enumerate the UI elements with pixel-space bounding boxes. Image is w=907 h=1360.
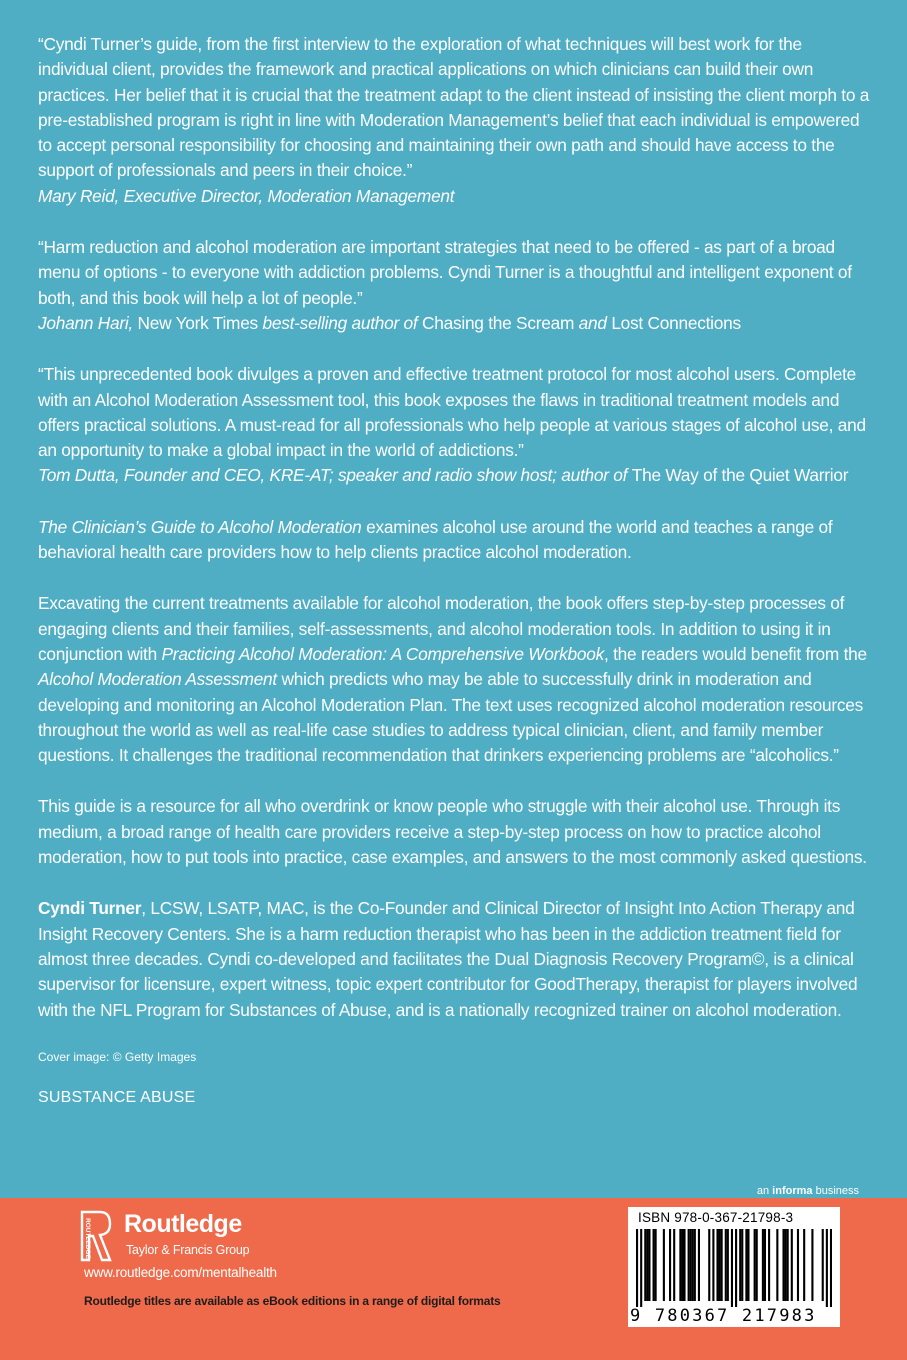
barcode-bar	[698, 1229, 700, 1301]
barcode-bar	[745, 1229, 747, 1301]
quote-2-book1: Chasing the Scream	[422, 312, 575, 333]
barcode-bar	[712, 1229, 714, 1301]
description-para-1-text	[38, 515, 872, 566]
barcode-bar	[655, 1229, 657, 1301]
barcode-bar	[754, 1229, 756, 1301]
barcode-bar	[776, 1229, 778, 1301]
barcode-digits: 9 780367 217983	[630, 1306, 817, 1326]
barcode-bar	[646, 1229, 648, 1301]
barcode-bar	[747, 1229, 749, 1301]
quote-1-text: “Cyndi Turner’s guide, from the first interview to the exploration of what techniques will best work for the individual client, provides the framework and practical applications on which clinicians can build their own practices. Her belief that it is crucial that the treatment adapt to the client instead of insisting the client morph to a pre-established program is right in line with Moderation Management’s belief that each individual is empowered to accept personal responsibility for choosing and maintaining their own path and should have access to the support of professionals and peers in their choice.”	[38, 34, 870, 181]
routledge-logo-icon	[80, 1210, 112, 1262]
quote-2-paper: New York Times	[137, 312, 258, 333]
quote-3-author: Tom Dutta, Founder and CEO, KRE-AT; speaker and radio show host; author of	[38, 465, 628, 486]
description-para-3	[38, 794, 872, 870]
barcode-bar	[636, 1229, 638, 1307]
barcode-bar	[739, 1229, 741, 1301]
isbn-barcode	[628, 1207, 840, 1327]
barcode-bar	[721, 1229, 723, 1301]
barcode-bar	[644, 1229, 646, 1301]
barcode-bar	[725, 1229, 727, 1301]
author-name: Cyndi Turner	[38, 898, 142, 919]
barcode-bar	[764, 1229, 766, 1301]
publisher-url[interactable]: www.routledge.com/mentalhealth	[84, 1265, 277, 1280]
back-cover-text	[38, 32, 872, 1110]
barcode-bar	[782, 1229, 784, 1301]
barcode-bar	[673, 1229, 675, 1301]
logo-vertical-text: ROUTLEDGE	[84, 1218, 91, 1259]
description-para-2-a: Excavating the current treatments available for alcohol moderation, the book offers step-by-step processes of engaging clients and their families, self-assessments, and alcohol moderation tools. In addition to using it in conjunction with	[38, 593, 845, 664]
quote-3-text: “This unprecedented book divulges a proven and effective treatment protocol for most alcohol users. Complete with an Alcohol Moderation Assessment tool, this book exposes the flaws in traditional treatment models and offers practical solutions. A must-read for all professionals who help people at various stages of alcohol use, and an opportunity to make a global impact in the world of addictions.”	[38, 364, 866, 461]
barcode-bar	[787, 1229, 789, 1301]
quote-3-book: The Way of the Quiet Warrior	[631, 465, 849, 486]
barcode-bar	[681, 1229, 683, 1301]
description-para-2	[38, 591, 872, 768]
barcode-bar	[688, 1229, 690, 1301]
barcode-bar	[785, 1229, 787, 1301]
cover-credit: Cover image: © Getty Images	[38, 1049, 197, 1064]
isbn-label: ISBN 978-0-367-21798-3	[638, 1210, 794, 1225]
description-para-1	[38, 515, 872, 566]
barcode-bar	[694, 1229, 696, 1301]
barcode-bar	[731, 1229, 733, 1307]
barcode-bar	[679, 1229, 681, 1301]
barcode-bar	[822, 1229, 824, 1301]
quote-1-attribution: Mary Reid, Executive Director, Moderation Management	[38, 185, 455, 206]
quote-2	[38, 235, 872, 336]
barcode-bar	[803, 1229, 805, 1301]
informa-suffix: business	[815, 1185, 859, 1197]
quote-2-attribution	[38, 311, 872, 336]
author-bio-text	[38, 896, 872, 1022]
description-para-2-b: , the readers would benefit from the	[604, 643, 867, 664]
barcode-bar	[648, 1229, 650, 1301]
barcode-bar	[811, 1229, 813, 1301]
description-para-1-rest: examines alcohol use around the world and teaches a range of behavioral health care providers how to help clients practice alcohol moderation.	[38, 516, 833, 563]
informa-word: informa	[772, 1185, 813, 1197]
book-title: The Clinician’s Guide to Alcohol Moderation	[38, 516, 362, 537]
barcode-bar	[826, 1229, 828, 1307]
barcode-bar	[830, 1229, 832, 1307]
workbook-title: Practicing Alcohol Moderation: A Comprehensive Workbook	[161, 643, 605, 664]
quote-3-attribution	[38, 463, 872, 488]
subject-category: SUBSTANCE ABUSE	[38, 1088, 196, 1106]
barcode-bar	[797, 1229, 799, 1301]
barcode-bar	[719, 1229, 721, 1301]
barcode-bar	[683, 1229, 685, 1301]
barcode-bar	[791, 1229, 793, 1301]
author-bio-body: , LCSW, LSATP, MAC, is the Co-Founder and Clinical Director of Insight Into Action Therapy and Insight Recovery Centers. She is a harm reduction therapist who has been in the addiction treatment field for almost three decades. Cyndi co-developed and facilitates the Dual Diagnosis Recovery Program©, is a clinical supervisor for licensure, expert witness, topic expert contributor for GoodTherapy, therapist for players involved with the NFL Program for Substances of Abuse, and is a nationally recognized trainer on alcohol moderation.	[38, 898, 858, 1020]
barcode-bar	[669, 1229, 671, 1301]
quote-1	[38, 32, 872, 209]
informa-prefix: an	[756, 1185, 770, 1197]
publisher-group: Taylor & Francis Group	[126, 1243, 250, 1257]
description-para-3-text: This guide is a resource for all who overdrink or know people who struggle with their alcohol use. Through its medium, a broad range of health care providers receive a step-by-step process on how to practice alcohol moderation, how to put tools into practice, case examples, and answers to the most commonly asked questions.	[38, 796, 867, 868]
informa-tagline	[757, 1185, 859, 1197]
barcode-bar	[768, 1229, 770, 1301]
barcode-bar	[708, 1229, 710, 1301]
description-para-2-c: which predicts who may be able to successfully drink in moderation and developing and monitoring an Alcohol Moderation Plan. The text uses recognized alcohol moderation resources throughout the world as well as real-life case studies to address typical clinician, client, and family member questions. It challenges the traditional recommendation that drinkers experiencing problems are “alcoholics.”	[38, 669, 864, 766]
barcode-bar	[640, 1229, 642, 1307]
barcode-bar	[716, 1229, 718, 1301]
barcode-bar	[762, 1229, 764, 1301]
barcode-bar	[692, 1229, 694, 1301]
quote-2-book2: Lost Connections	[611, 312, 741, 333]
barcode-bar	[653, 1229, 655, 1301]
quote-2-role: best-selling author of	[262, 312, 418, 333]
barcode-bar	[663, 1229, 665, 1301]
quote-2-text: “Harm reduction and alcohol moderation are important strategies that need to be offered - as part of a broad menu of options - to everyone with addiction problems. Cyndi Turner is a thoughtful and intelligent exponent of both, and this book will help a lot of people.”	[38, 237, 852, 308]
barcode-bars	[636, 1229, 832, 1307]
barcode-bar	[735, 1229, 737, 1307]
barcode-bar	[756, 1229, 758, 1301]
barcode-bar	[690, 1229, 692, 1301]
quote-3	[38, 362, 872, 488]
barcode-bar	[741, 1229, 743, 1301]
quote-2-and: and	[578, 312, 607, 333]
barcode-bar	[727, 1229, 729, 1301]
quote-2-author: Johann Hari,	[38, 312, 133, 333]
ebook-note: Routledge titles are available as eBook editions in a range of digital formats	[84, 1294, 501, 1308]
assessment-title: Alcohol Moderation Assessment	[38, 669, 277, 690]
description-para-2-text	[38, 591, 872, 768]
publisher-name: Routledge	[124, 1210, 242, 1238]
author-bio	[38, 896, 872, 1022]
